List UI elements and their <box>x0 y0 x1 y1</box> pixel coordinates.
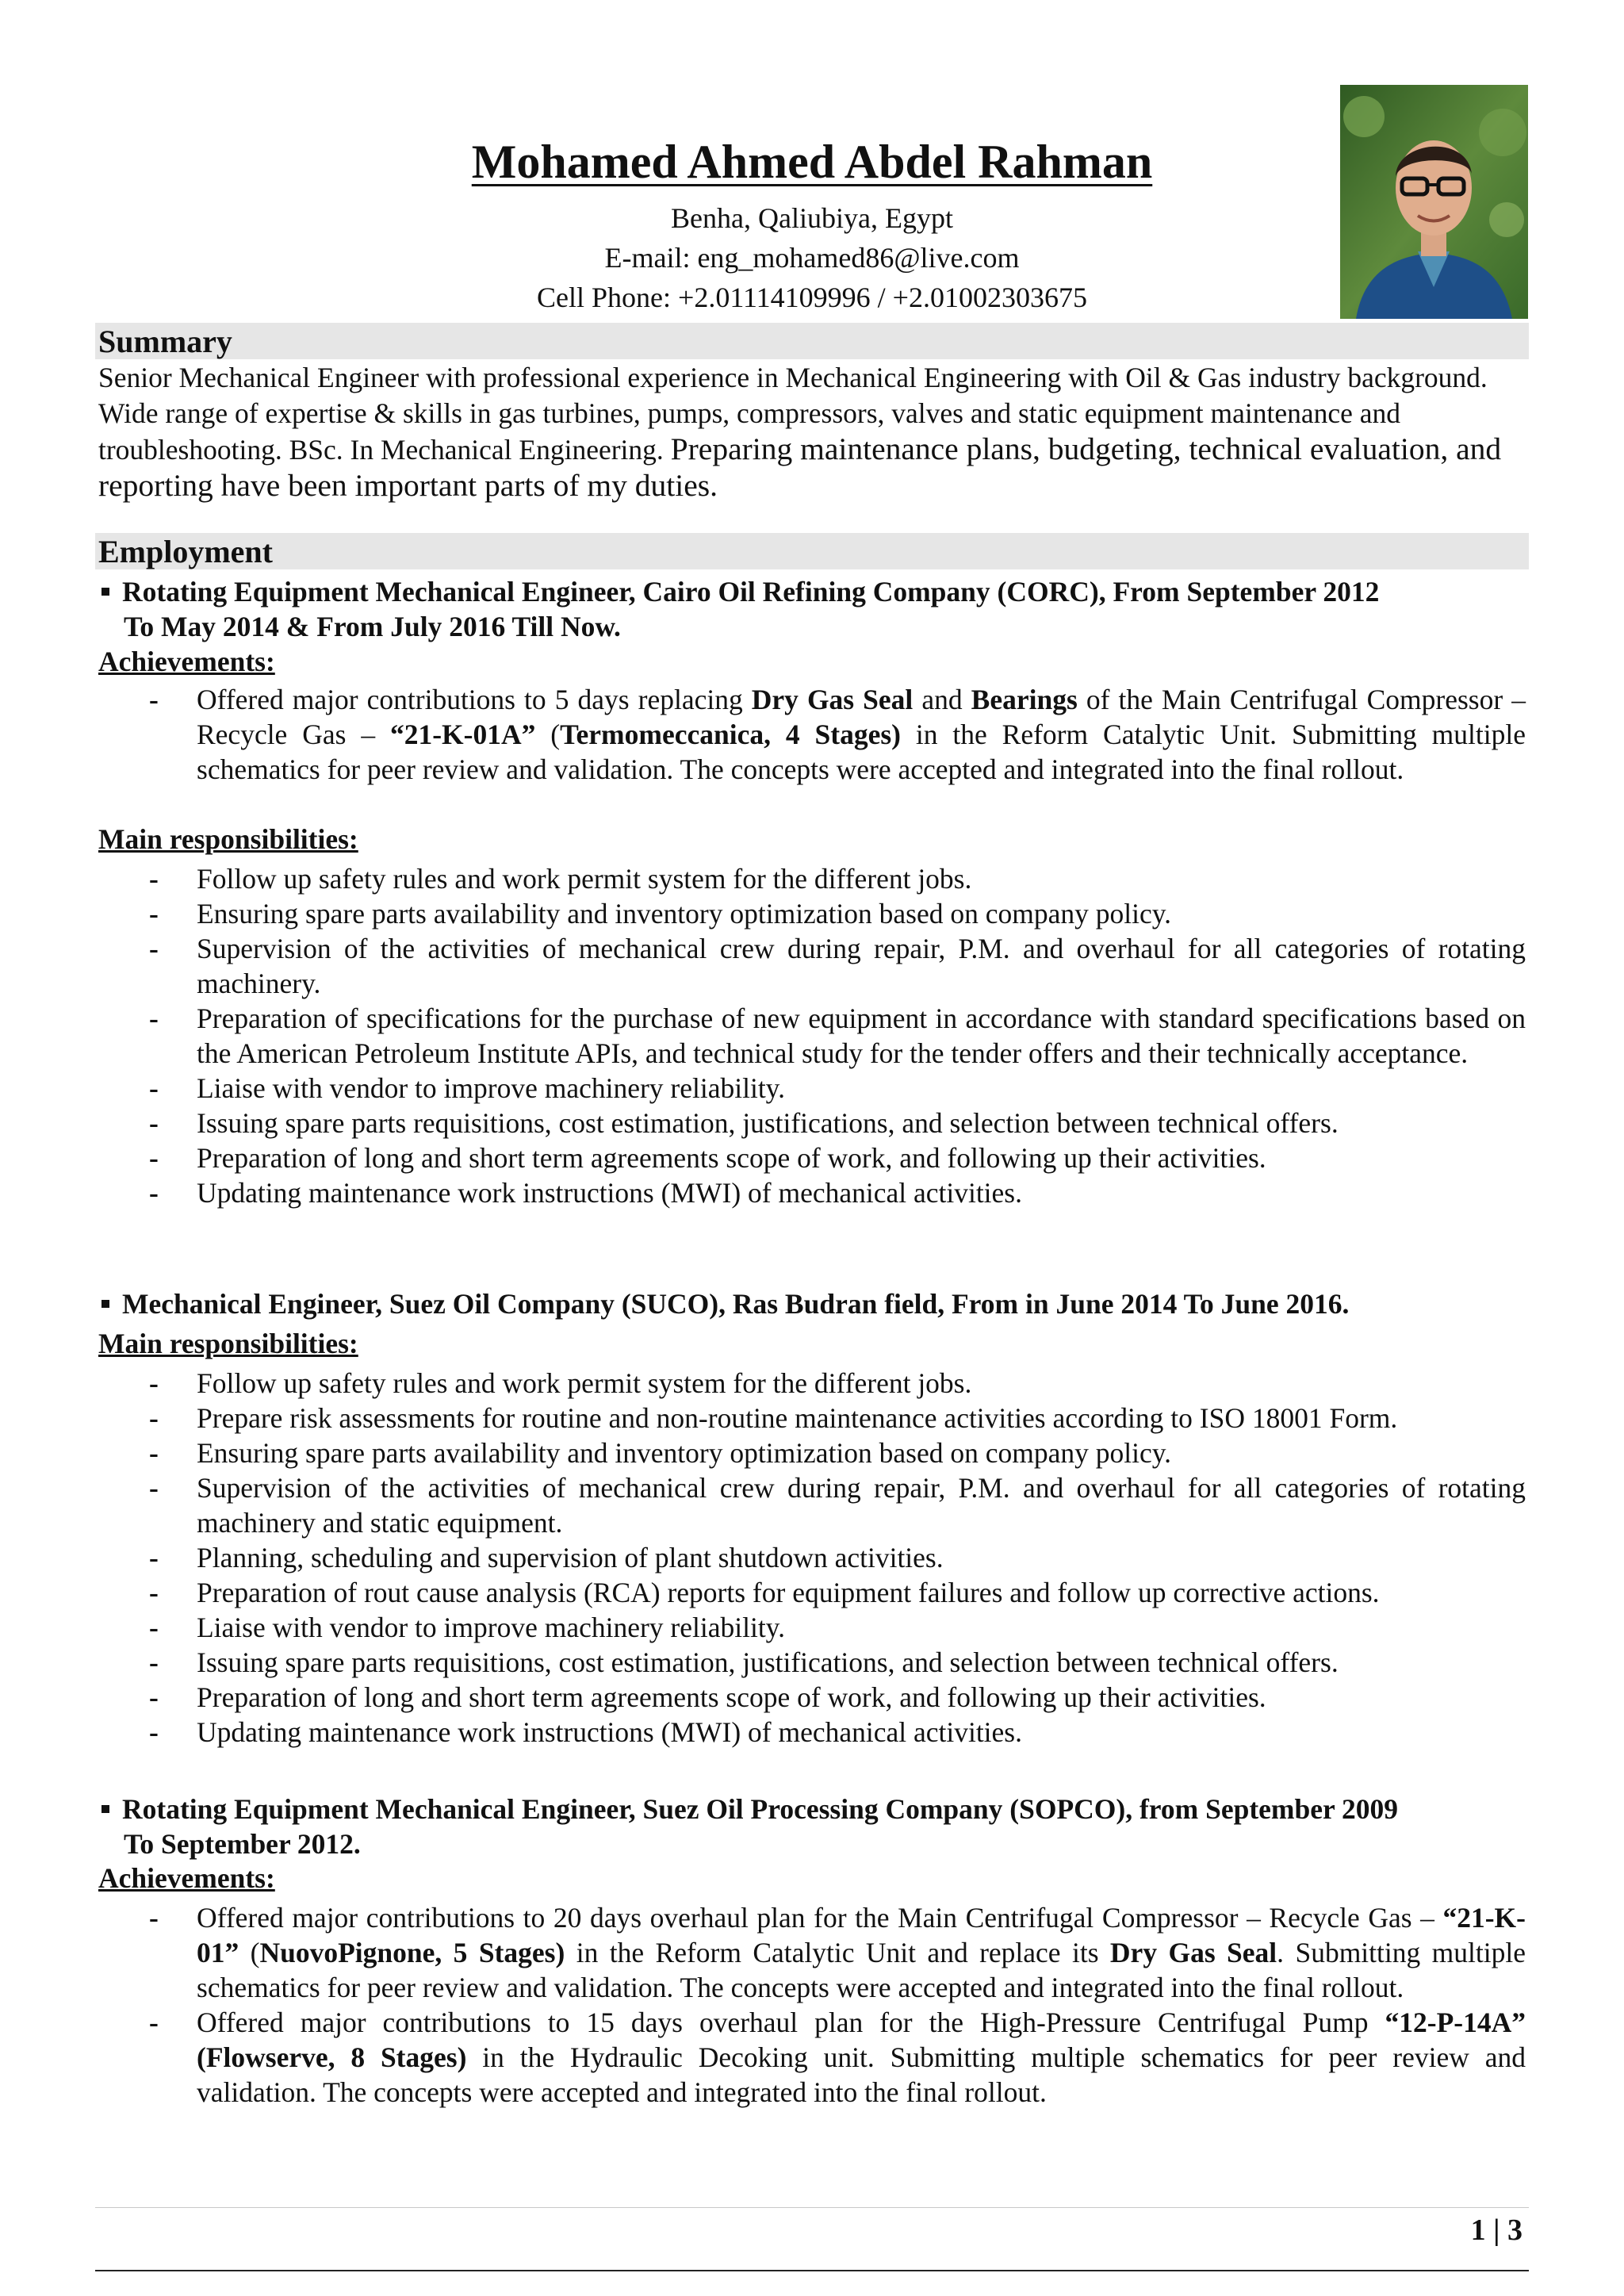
list-item: - Offered major contributions to 5 days replacing Dry Gas Seal and Bearings of the Main Centrifugal Compressor – Recycle Gas – “21-K-01A” (Termomeccanica, 4 Stages) in the Reform Catalytic Unit. Submitting multiple schematics for peer review and validation. The concepts were accepted and integrated into the final rollout. <box>149 684 1526 785</box>
list-item: - Updating maintenance work instructions (MWI) of mechanical activities. <box>149 1177 1022 1209</box>
list-item: - Offered major contributions to 20 days overhaul plan for the Main Centrifugal Compressor – Recycle Gas – “21-K-01” (NuovoPignone, 5 Stages) in the Reform Catalytic Unit and replace its Dry Gas Seal. Submitting multiple schematics for peer review and validation. The concepts were accepted and integrated into the final rollout. <box>149 1902 1526 2003</box>
employment-bar <box>95 533 1529 569</box>
dash-bullet-icon: - <box>149 1177 159 1209</box>
dash-bullet-icon: - <box>149 1472 159 1504</box>
list-item: - Planning, scheduling and supervision of plant shutdown activities. <box>149 1542 944 1573</box>
dash-bullet-icon: - <box>149 1542 159 1573</box>
job-title-line: To May 2014 & From July 2016 Till Now. <box>124 611 621 642</box>
dash-bullet-icon: - <box>149 1002 159 1034</box>
bullet-square-icon <box>102 1805 109 1813</box>
email: E-mail: eng_mohamed86@live.com <box>604 242 1020 274</box>
dash-bullet-icon: - <box>149 1142 159 1174</box>
dash-bullet-icon: - <box>149 1716 159 1748</box>
dash-bullet-icon: - <box>149 1681 159 1713</box>
summary-text-main: Senior Mechanical Engineer with professional experience in Mechanical Engineering with Oil & Gas industry background. Wide range of expertise & skills in gas turbines, pumps, compressors, valves and static equipment maintenance and troubleshooting. BSc. In Mechanical Engineering. <box>98 362 1488 466</box>
list-item: - Preparation of specifications for the purchase of new equipment in accordance with standard specifications based on the American Petroleum Institute APIs, and technical study for the tender offers and their technically acceptance. <box>149 1002 1526 1069</box>
employment-heading: Employment <box>98 534 273 569</box>
job-title-line: Rotating Equipment Mechanical Engineer, Cairo Oil Refining Company (CORC), From September 2012 <box>122 576 1380 608</box>
footer-rule <box>95 2270 1529 2271</box>
achievements-list <box>98 682 1526 787</box>
list-item: - Liaise with vendor to improve machinery reliability. <box>149 1072 785 1104</box>
bullet-square-icon <box>102 588 109 596</box>
summary-text <box>98 360 1526 504</box>
list-item: - Preparation of long and short term agreements scope of work, and following up their activities. <box>149 1142 1266 1174</box>
responsibilities-label: Main responsibilities: <box>98 1328 358 1359</box>
list-item: - Ensuring spare parts availability and inventory optimization based on company policy. <box>149 1437 1172 1469</box>
dash-bullet-icon: - <box>149 1577 159 1608</box>
responsibilities-list <box>98 1366 1526 1750</box>
dash-bullet-icon: - <box>149 1072 159 1104</box>
job-title-line: Rotating Equipment Mechanical Engineer, Suez Oil Processing Company (SOPCO), from September 2009 <box>122 1793 1398 1825</box>
achievements-list <box>98 1900 1526 2110</box>
dash-bullet-icon: - <box>149 1646 159 1678</box>
list-item: - Preparation of rout cause analysis (RCA) reports for equipment failures and follow up corrective actions. <box>149 1577 1380 1608</box>
page-number: 1 | 3 <box>1470 2214 1522 2247</box>
profile-photo <box>1340 85 1528 319</box>
list-item: - Follow up safety rules and work permit system for the different jobs. <box>149 1367 972 1399</box>
footer-divider <box>95 2207 1529 2208</box>
responsibilities-list <box>98 861 1526 1210</box>
dash-bullet-icon: - <box>149 1367 159 1399</box>
list-item: - Supervision of the activities of mechanical crew during repair, P.M. and overhaul for all categories of rotating machinery and static equipment. <box>149 1472 1526 1539</box>
summary-text-large: Preparing maintenance plans, budgeting, technical evaluation, and reporting have been important parts of my duties. <box>98 431 1502 503</box>
list-item: - Prepare risk assessments for routine and non-routine maintenance activities according to ISO 18001 Form. <box>149 1402 1398 1434</box>
job-title-line: To September 2012. <box>124 1828 361 1860</box>
phone: Cell Phone: +2.01114109996 / +2.01002303675 <box>537 282 1087 313</box>
dash-bullet-icon: - <box>149 1402 159 1434</box>
list-item: - Updating maintenance work instructions (MWI) of mechanical activities. <box>149 1716 1022 1748</box>
location: Benha, Qaliubiya, Egypt <box>671 202 953 234</box>
job-title-sopco <box>98 1792 1549 1861</box>
dash-bullet-icon: - <box>149 1612 159 1643</box>
responsibilities-label: Main responsibilities: <box>98 823 358 855</box>
list-item: - Issuing spare parts requisitions, cost estimation, justifications, and selection between technical offers. <box>149 1107 1339 1139</box>
list-item: - Supervision of the activities of mechanical crew during repair, P.M. and overhaul for all categories of rotating machinery. <box>149 933 1526 999</box>
list-item: - Offered major contributions to 15 days overhaul plan for the High-Pressure Centrifugal Pump “12-P-14A” (Flowserve, 8 Stages) in the Hydraulic Decoking unit. Submitting multiple schematics for peer review and validation. The concepts were accepted and integrated into the final rollout. <box>149 2007 1526 2108</box>
dash-bullet-icon: - <box>149 1107 159 1139</box>
list-item: - Ensuring spare parts availability and inventory optimization based on company policy. <box>149 898 1172 930</box>
dash-bullet-icon: - <box>149 684 159 715</box>
achievements-label: Achievements: <box>98 1862 275 1894</box>
dash-bullet-icon: - <box>149 863 159 895</box>
dash-bullet-icon: - <box>149 933 159 964</box>
dash-bullet-icon: - <box>149 898 159 930</box>
list-item: - Preparation of long and short term agreements scope of work, and following up their activities. <box>149 1681 1266 1713</box>
summary-bar <box>95 323 1529 359</box>
summary-heading: Summary <box>98 324 232 359</box>
dash-bullet-icon: - <box>149 1902 159 1934</box>
job-title-corc <box>98 574 1549 644</box>
list-item: - Issuing spare parts requisitions, cost estimation, justifications, and selection between technical offers. <box>149 1646 1339 1678</box>
job-title-line: Mechanical Engineer, Suez Oil Company (SUCO), Ras Budran field, From in June 2014 To June 2016. <box>122 1288 1350 1320</box>
candidate-name-text: Mohamed Ahmed Abdel Rahman <box>471 136 1153 188</box>
bullet-square-icon <box>102 1300 109 1308</box>
profile-photo-image <box>1340 85 1528 319</box>
dash-bullet-icon: - <box>149 2007 159 2038</box>
dash-bullet-icon: - <box>149 1437 159 1469</box>
achievements-label: Achievements: <box>98 646 275 677</box>
list-item: - Follow up safety rules and work permit system for the different jobs. <box>149 863 972 895</box>
job-title-suco <box>98 1286 1549 1321</box>
list-item: - Liaise with vendor to improve machinery reliability. <box>149 1612 785 1643</box>
